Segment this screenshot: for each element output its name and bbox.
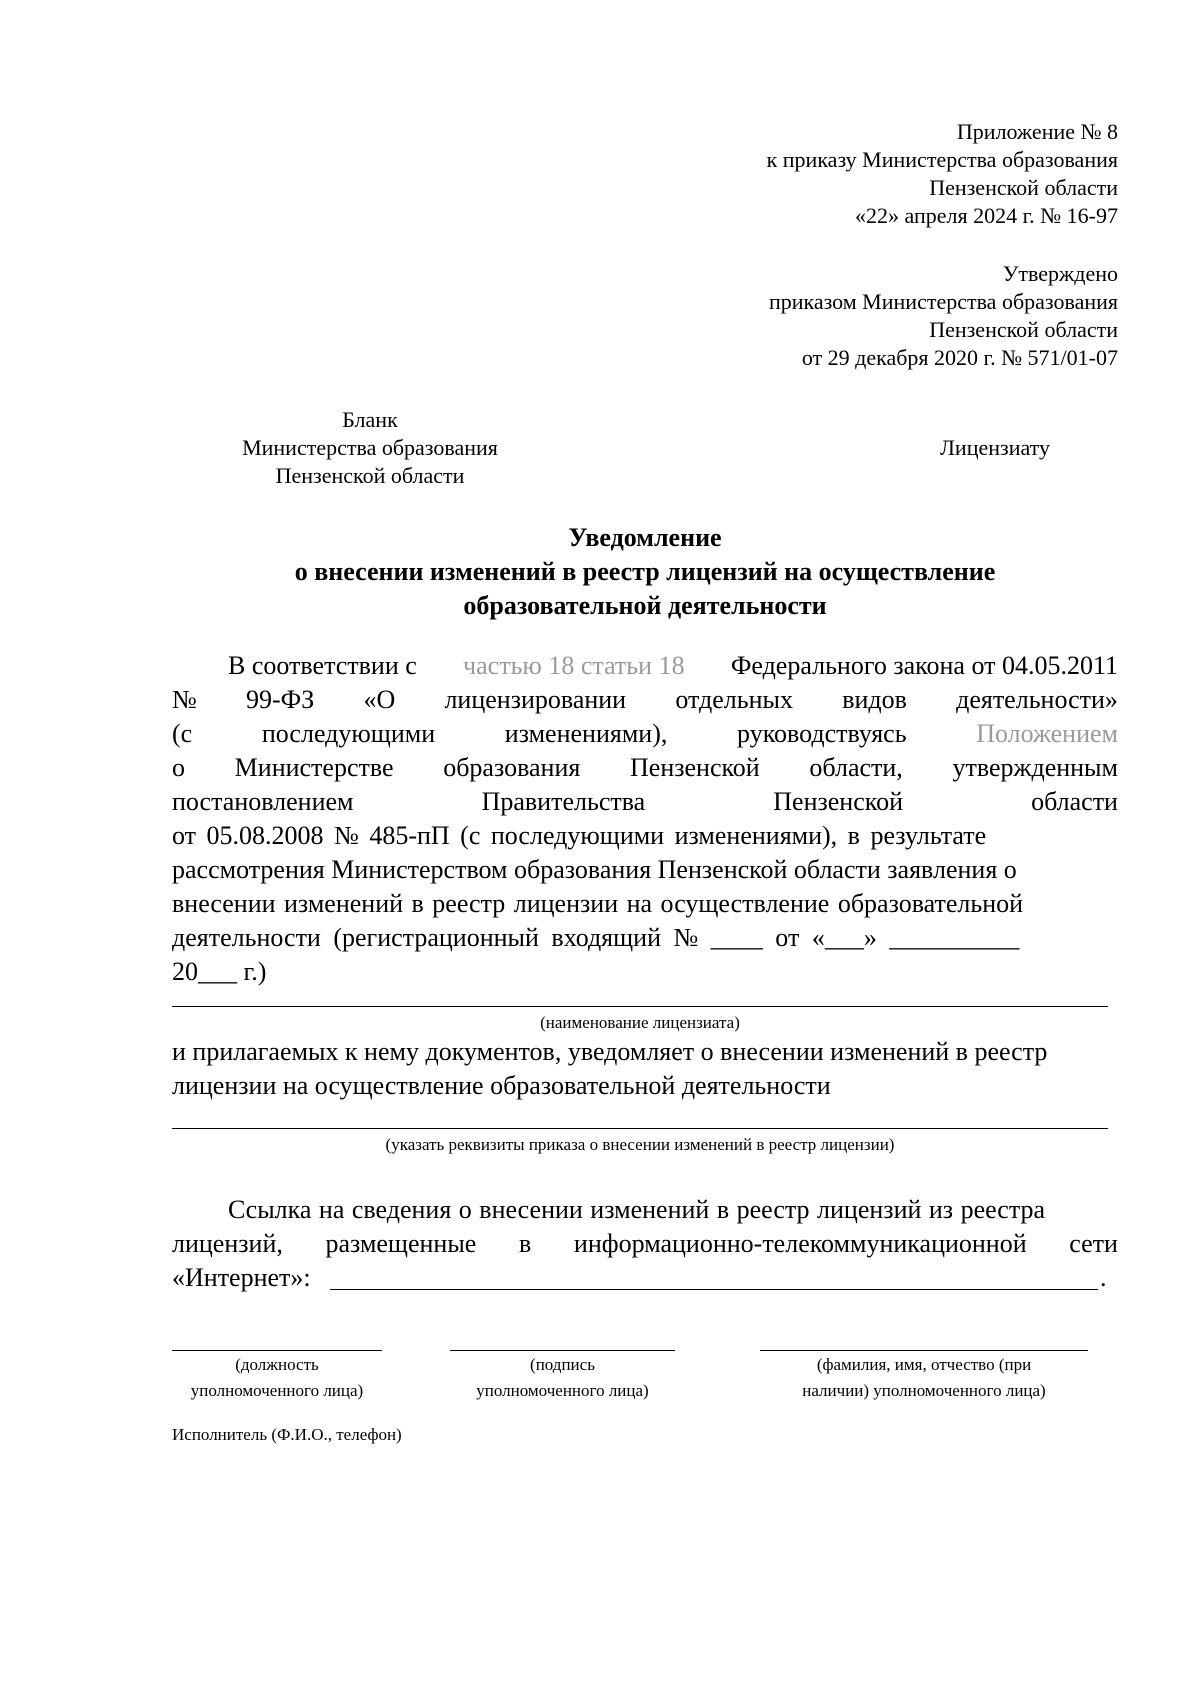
internet-link-field[interactable] [330, 1289, 1098, 1290]
approved-date: от 29 декабря 2020 г. № 571/01-07 [801, 345, 1118, 370]
body-line-10: 20___ г.) [172, 957, 267, 986]
approved-region: Пензенской области [929, 317, 1118, 342]
title-line-2: о внесении изменений в реестр лицензий на осуществление [294, 557, 996, 586]
letterhead-blank: Бланк [342, 407, 398, 432]
approved-label: Утверждено [1002, 261, 1118, 286]
law-article-link[interactable]: частью 18 статьи 18 [463, 651, 685, 680]
full-name-field[interactable] [760, 1350, 1088, 1351]
body-line-5: постановлением Правительства Пензенской области [172, 787, 1118, 816]
position-field[interactable] [172, 1350, 382, 1351]
body2-line-2: лицензии на осуществление образовательной деятельности [172, 1071, 831, 1100]
link-line-3: «Интернет»: [172, 1263, 311, 1292]
position-caption-1: (должность [235, 1355, 319, 1374]
order-caption: (указать реквизиты приказа о внесении изменений в реестр лицензии) [385, 1135, 895, 1154]
body-line-2: № 99-ФЗ «О лицензировании отдельных видов деятельности» [172, 685, 1118, 714]
body-line-4: о Министерстве образования Пензенской области, утвержденным [172, 753, 1118, 782]
body-line-3: (с последующими изменениями), руководствуясь Положением [172, 719, 1118, 748]
title-line-1: Уведомление [568, 523, 722, 552]
addressee: Лицензиату [940, 435, 1050, 460]
order-details-field[interactable] [172, 1128, 1108, 1129]
body-line-7: рассмотрения Министерством образования Пензенской области заявления о [172, 855, 1017, 884]
body-line-9: деятельности (регистрационный входящий № ____ от «___» __________ [172, 923, 1020, 952]
letterhead-region: Пензенской области [275, 463, 465, 488]
link-line-1: Ссылка на сведения о внесении изменений в реестр лицензий из реестра [228, 1195, 1046, 1224]
licensee-caption: (наименование лицензиата) [540, 1013, 740, 1032]
link-line-period: . [1100, 1263, 1107, 1292]
body-line-1: В соответствии с частью 18 статьи 18 Федерального закона от 04.05.2011 [228, 651, 1118, 680]
appendix-region: Пензенской области [929, 175, 1118, 200]
full-name-caption-2: наличии) уполномоченного лица) [802, 1381, 1046, 1400]
regulation-link[interactable]: Положением [976, 719, 1118, 748]
appendix-date: «22» апреля 2024 г. № 16-97 [855, 203, 1118, 228]
full-name-caption-1: (фамилия, имя, отчество (при [816, 1355, 1032, 1374]
signature-caption-2: уполномоченного лица) [476, 1381, 649, 1400]
signature-field[interactable] [450, 1350, 675, 1351]
link-line-2: лицензий, размещенные в информационно-телекоммуникационной сети [172, 1229, 1118, 1258]
executor-label: Исполнитель (Ф.И.О., телефон) [172, 1425, 402, 1444]
position-caption-2: уполномоченного лица) [190, 1381, 364, 1400]
signature-caption-1: (подпись [530, 1355, 595, 1374]
title-line-3: образовательной деятельности [463, 591, 827, 620]
appendix-number: Приложение № 8 [956, 119, 1118, 144]
letterhead-ministry: Министерства образования [242, 435, 498, 460]
appendix-order-ref: к приказу Министерства образования [766, 147, 1118, 172]
approved-order-ref: приказом Министерства образования [768, 289, 1118, 314]
body2-line-1: и прилагаемых к нему документов, уведомляет о внесении изменений в реестр [172, 1037, 1048, 1066]
licensee-name-field[interactable] [172, 1006, 1108, 1007]
body-line-8: внесении изменений в реестр лицензии на осуществление образовательной [172, 889, 1024, 918]
body-line-6: от 05.08.2008 № 485-пП (с последующими изменениями), в результате [172, 821, 987, 850]
